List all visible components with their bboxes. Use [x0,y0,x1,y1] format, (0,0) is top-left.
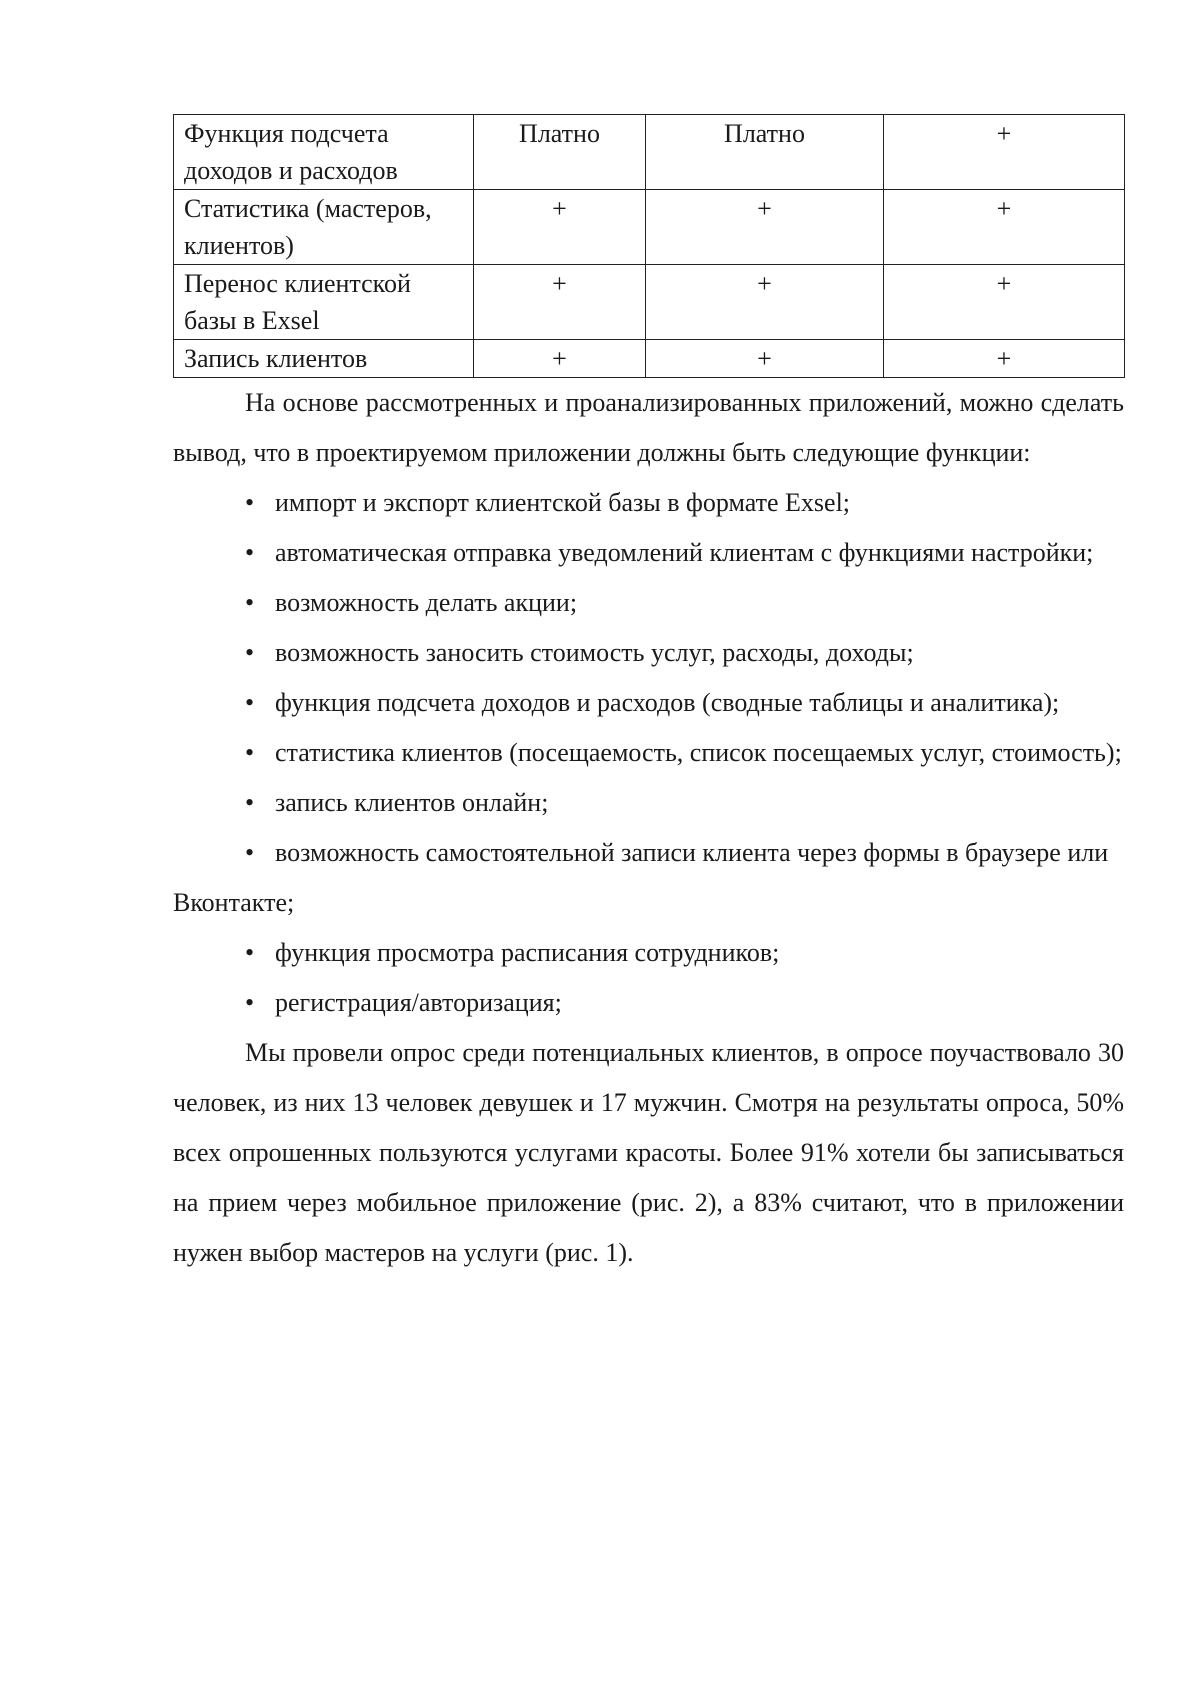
list-item-text: автоматическая отправка уведомлений клиентам с функциями настройки; [275,538,1094,567]
list-item [173,578,1124,628]
bullet-icon: • [245,638,255,667]
bullet-icon: • [245,788,255,817]
table-cell-value: + [474,265,646,340]
list-item-text: импорт и экспорт клиентской базы в формате Exsel; [275,488,851,517]
bullet-icon: • [245,688,255,717]
table-cell-feature: Статистика (мастеров, клиентов) [174,190,474,265]
table-cell-value: Платно [646,115,884,190]
table-cell-value: + [474,340,646,378]
list-item-text: возможность делать акции; [275,588,578,617]
intro-paragraph: На основе рассмотренных и проанализированных приложений, можно сделать вывод, что в проектируемом приложении должны быть следующие функции: [173,388,1124,467]
list-item [173,678,1124,728]
bullet-icon: • [245,988,255,1017]
table-row [174,340,1125,378]
bullet-icon: • [245,538,255,567]
feature-list [173,478,1124,1028]
table-cell-value: + [884,340,1125,378]
table-cell-value: + [884,265,1125,340]
table-cell-value: + [884,190,1125,265]
table-cell-value: + [474,190,646,265]
bullet-icon: • [245,488,255,517]
document-body [173,378,1124,1278]
table-cell-feature: Перенос клиентской базы в Exsel [174,265,474,340]
list-item [173,528,1124,578]
list-item [173,778,1124,828]
list-item [173,728,1124,778]
list-item [173,628,1124,678]
bullet-icon: • [245,738,255,767]
table-cell-value: + [646,190,884,265]
table-cell-value: + [646,265,884,340]
table-cell-value: + [884,115,1125,190]
table-cell-feature: Запись клиентов [174,340,474,378]
list-item [173,828,1124,928]
list-item-text: функция просмотра расписания сотрудников; [275,938,780,967]
bullet-icon: • [245,938,255,967]
comparison-table [173,114,1125,378]
bullet-icon: • [245,588,255,617]
table-row [174,190,1125,265]
table-row [174,115,1125,190]
list-item-text: статистика клиентов (посещаемость, список посещаемых услуг, стоимость); [275,738,1122,767]
table-cell-value: + [646,340,884,378]
list-item-text: возможность заносить стоимость услуг, расходы, доходы; [275,638,914,667]
table-cell-feature: Функция подсчета доходов и расходов [174,115,474,190]
list-item-text: запись клиентов онлайн; [275,788,549,817]
list-item [173,478,1124,528]
list-item [173,978,1124,1028]
list-item-text: возможность самостоятельной записи клиента через формы в браузере или Вконтакте; [173,838,1109,917]
table-row [174,265,1125,340]
bullet-icon: • [245,838,255,867]
list-item-text: функция подсчета доходов и расходов (сводные таблицы и аналитика); [275,688,1060,717]
table-cell-value: Платно [474,115,646,190]
conclusion-paragraph: Мы провели опрос среди потенциальных клиентов, в опросе поучаствовало 30 человек, из них 13 человек девушек и 17 мужчин. Смотря на результаты опроса, 50% всех опрошенных пользуются услугами красоты. Более 91% хотели бы записываться на прием через мобильное приложение (рис. 2), а 83% считают, что в приложении нужен выбор мастеров на услуги (рис. 1). [173,1038,1124,1267]
list-item [173,928,1124,978]
list-item-text: регистрация/авторизация; [275,988,562,1017]
